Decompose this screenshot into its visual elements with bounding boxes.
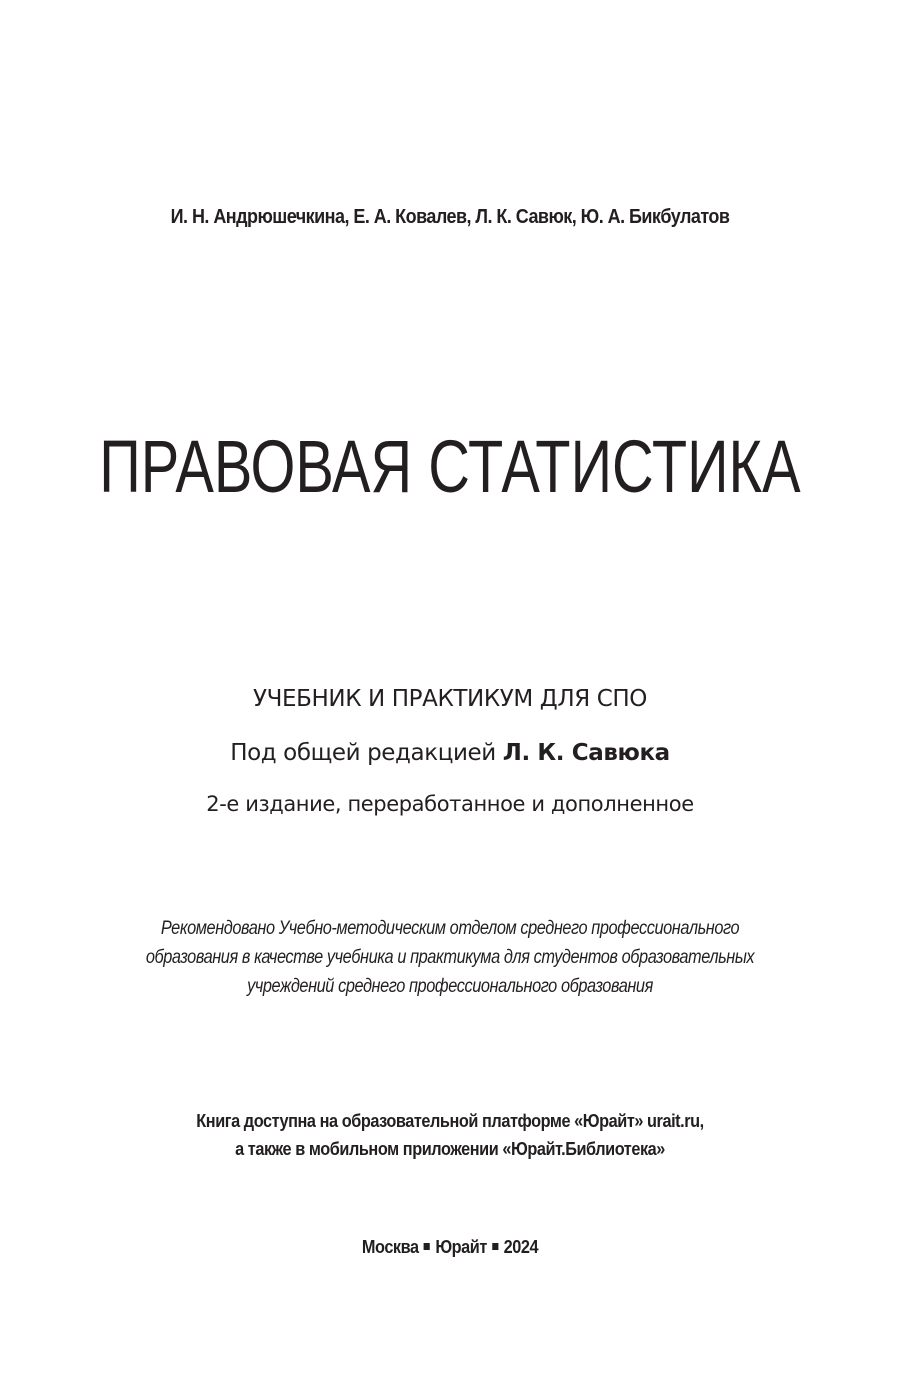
recommendation-line-2: образования в качестве учебника и практикума для студентов образовательных [145,947,755,968]
edition-line: 2-е издание, переработанное и дополненное [206,792,694,816]
availability-line-2: а также в мобильном приложении «Юрайт.Библиотека» [235,1138,665,1159]
book-title: ПРАВОВАЯ СТАТИСТИКА [99,425,801,508]
recommendation-line-1: Рекомендовано Учебно-методическим отделом среднего профессионального [160,918,740,939]
square-separator-icon [492,1243,498,1250]
authors-line: И. Н. Андрюшечкина, Е. А. Ковалев, Л. К. Савюк, Ю. А. Бикбулатов [170,206,730,228]
editor-name: Л. К. Савюка [502,740,670,766]
imprint-year: 2024 [503,1236,539,1257]
editor-prefix: Под общей редакцией [230,740,503,766]
imprint-city: Москва [361,1236,419,1257]
recommendation-line-3: учреждений среднего профессионального образования [247,976,653,997]
imprint-publisher: Юрайт [435,1236,487,1257]
availability-line-1: Книга доступна на образовательной платформе «Юрайт» urait.ru, [196,1110,704,1131]
editor-line [0,740,900,766]
square-separator-icon [424,1243,430,1250]
book-type: УЧЕБНИК И ПРАКТИКУМ ДЛЯ СПО [253,686,647,712]
imprint-line [54,1236,846,1258]
